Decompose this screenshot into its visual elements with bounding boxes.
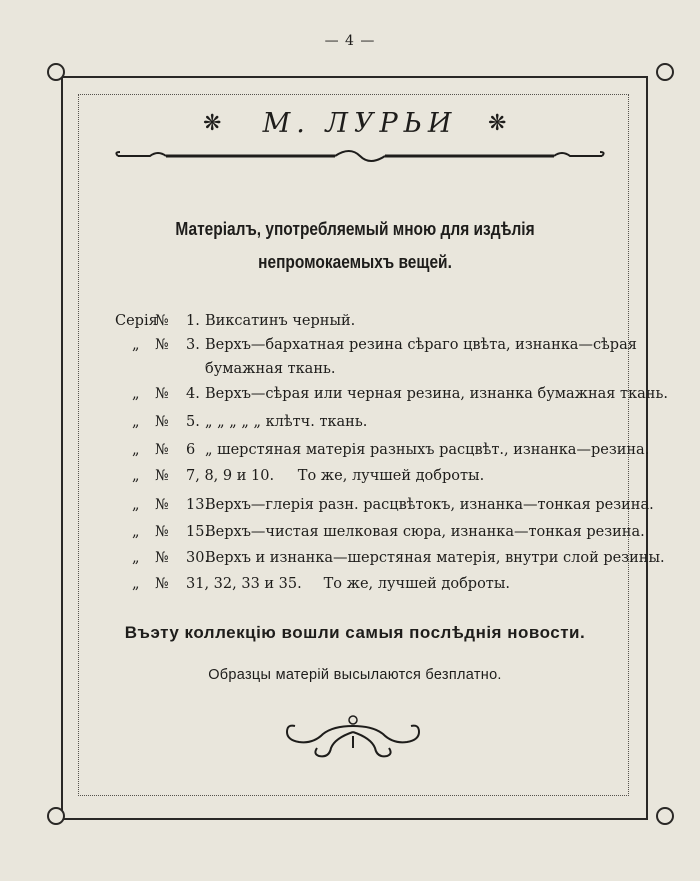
corner-scroll-bottom-right xyxy=(656,807,674,825)
series-number-sign: № xyxy=(155,313,169,329)
series-description: То же, лучшей доброты. xyxy=(297,468,485,484)
series-description: То же, лучшей доброты. xyxy=(323,576,510,592)
collection-notice: Въэту коллекцію вошли самыя послѣднія новости. xyxy=(124,623,586,642)
page-title: М. ЛУРЬИ xyxy=(262,108,458,139)
series-number-sign: № xyxy=(155,386,169,402)
corner-scroll-top-right xyxy=(656,63,674,81)
corner-scroll-bottom-left xyxy=(47,807,65,825)
series-number: 6 xyxy=(186,442,196,458)
series-number-sign: № xyxy=(155,524,169,540)
series-number: 31, 32, 33 и 35. xyxy=(186,576,302,592)
series-number: 30. xyxy=(186,550,210,566)
series-number: 3. xyxy=(186,337,200,353)
series-number-sign: № xyxy=(155,497,169,513)
series-prefix: „ xyxy=(132,524,140,540)
series-description: „ шерстяная матерія разныхъ расцвѣт., изнанка—резина. xyxy=(205,442,650,458)
corner-scroll-top-left xyxy=(47,63,65,81)
bottom-flourish xyxy=(273,708,433,768)
series-number: 7, 8, 9 и 10. xyxy=(186,468,275,484)
series-description: Верхъ—чистая шелковая сюра, изнанка—тонкая резина. xyxy=(205,524,645,540)
samples-notice: Образцы матерій высылаются безплатно. xyxy=(208,667,502,683)
series-number: 4. xyxy=(186,386,200,402)
series-number-sign: № xyxy=(155,550,169,566)
page-number: — 4 — xyxy=(324,33,376,49)
series-prefix: „ xyxy=(132,576,140,592)
series-prefix: „ xyxy=(132,414,140,430)
series-number-sign: № xyxy=(155,468,169,484)
title-divider-flourish xyxy=(110,144,610,168)
series-prefix: „ xyxy=(132,337,140,353)
subtitle-line-2: непромокаемыхъ вещей. xyxy=(258,252,452,272)
series-number: 15. xyxy=(186,524,210,540)
series-prefix: „ xyxy=(132,550,140,566)
series-number: 13. xyxy=(186,497,210,513)
series-prefix: „ xyxy=(132,468,140,484)
series-description: Верхъ—глерія разн. расцвѣтокъ, изнанка—тонкая резина. xyxy=(205,497,654,513)
series-description: Верхъ—сѣрая или черная резина, изнанка бумажная ткань. xyxy=(205,386,668,402)
ornament-left-icon: ❋ xyxy=(203,111,222,136)
series-prefix: Серія xyxy=(115,313,158,329)
series-description: „ „ „ „ „ клѣтч. ткань. xyxy=(205,414,368,430)
series-number-sign: № xyxy=(155,442,169,458)
series-description: Верхъ—бархатная резина сѣраго цвѣта, изнанка—сѣрая xyxy=(205,337,637,353)
ornament-right-icon: ❋ xyxy=(488,111,507,136)
series-number: 5. xyxy=(186,414,200,430)
series-number-sign: № xyxy=(155,414,169,430)
series-prefix: „ xyxy=(132,386,140,402)
series-number: 1. xyxy=(186,313,200,329)
series-description: Верхъ и изнанка—шерстяная матерія, внутри слой резины. xyxy=(205,550,665,566)
series-number-sign: № xyxy=(155,337,169,353)
series-description: Виксатинъ черный. xyxy=(205,313,356,329)
series-number-sign: № xyxy=(155,576,169,592)
subtitle-line-1: Матеріалъ, употребляемый мною для издѣлія xyxy=(175,219,535,239)
series-prefix: „ xyxy=(132,442,140,458)
series-description: бумажная ткань. xyxy=(205,361,336,377)
series-prefix: „ xyxy=(132,497,140,513)
